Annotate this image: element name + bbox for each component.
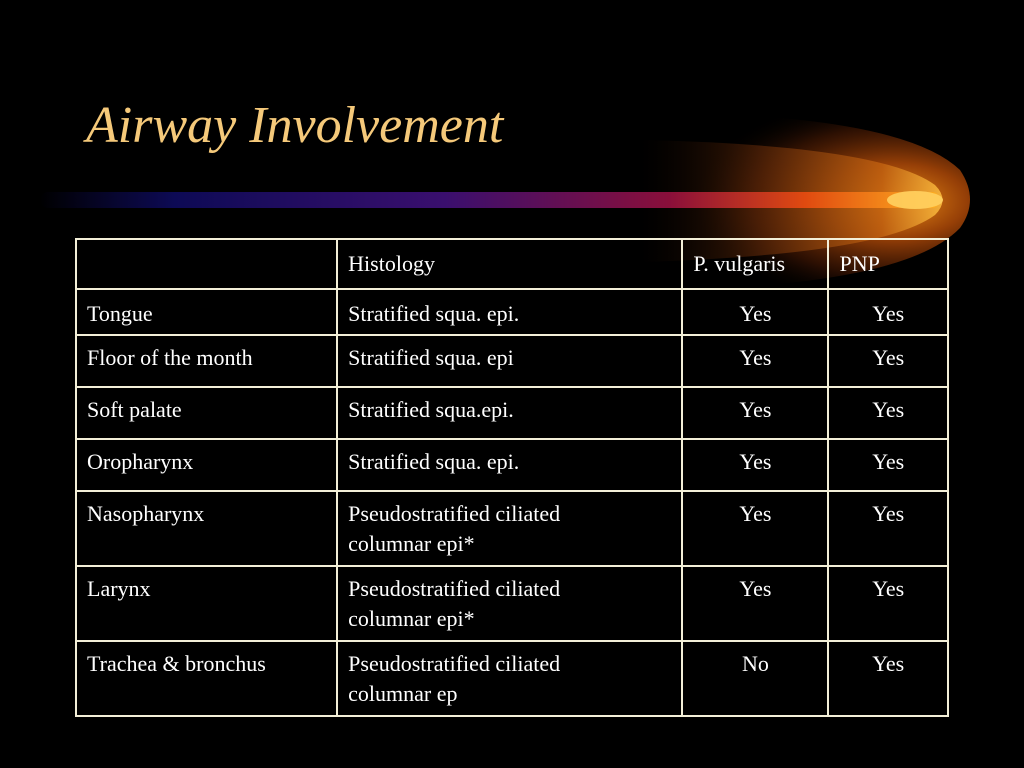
p-vulgaris-cell: Yes: [682, 439, 828, 491]
histology-line: columnar epi*: [348, 606, 475, 631]
table-row: [76, 387, 948, 439]
header-histology: Histology: [337, 239, 682, 289]
pnp-cell: Yes: [828, 387, 948, 439]
histology-line: Pseudostratified ciliated: [348, 501, 561, 526]
table-row: [76, 491, 948, 566]
histology-cell: Stratified squa. epi: [337, 335, 682, 387]
table-row: [76, 439, 948, 491]
histology-cell: Stratified squa. epi.: [337, 289, 682, 335]
p-vulgaris-cell: Yes: [682, 335, 828, 387]
table-row: [76, 289, 948, 335]
histology-cell: Stratified squa. epi.: [337, 439, 682, 491]
histology-cell: [337, 566, 682, 641]
pnp-cell: Yes: [828, 289, 948, 335]
site-cell: Nasopharynx: [76, 491, 337, 566]
pnp-cell: Yes: [828, 491, 948, 566]
site-cell: Trachea & bronchus: [76, 641, 337, 716]
histology-line: columnar epi*: [348, 531, 475, 556]
table-row: [76, 641, 948, 716]
histology-cell: Stratified squa.epi.: [337, 387, 682, 439]
site-cell: Larynx: [76, 566, 337, 641]
site-cell: Soft palate: [76, 387, 337, 439]
p-vulgaris-cell: Yes: [682, 491, 828, 566]
airway-table: [75, 238, 949, 717]
slide-title: Airway Involvement: [86, 97, 504, 154]
pnp-cell: Yes: [828, 641, 948, 716]
p-vulgaris-cell: No: [682, 641, 828, 716]
histology-cell: [337, 641, 682, 716]
pnp-cell: Yes: [828, 335, 948, 387]
histology-line: Pseudostratified ciliated: [348, 651, 561, 676]
p-vulgaris-cell: Yes: [682, 289, 828, 335]
pnp-cell: Yes: [828, 439, 948, 491]
histology-line: columnar ep: [348, 681, 458, 706]
site-cell: Floor of the month: [76, 335, 337, 387]
table-row: [76, 566, 948, 641]
site-cell: Oropharynx: [76, 439, 337, 491]
header-cell-empty: [76, 239, 337, 289]
histology-cell: [337, 491, 682, 566]
pnp-cell: Yes: [828, 566, 948, 641]
header-p-vulgaris: P. vulgaris: [682, 239, 828, 289]
table-header-row: [76, 239, 948, 289]
header-pnp: PNP: [828, 239, 948, 289]
histology-line: Pseudostratified ciliated: [348, 576, 561, 601]
table-row: [76, 335, 948, 387]
p-vulgaris-cell: Yes: [682, 387, 828, 439]
site-cell: Tongue: [76, 289, 337, 335]
p-vulgaris-cell: Yes: [682, 566, 828, 641]
